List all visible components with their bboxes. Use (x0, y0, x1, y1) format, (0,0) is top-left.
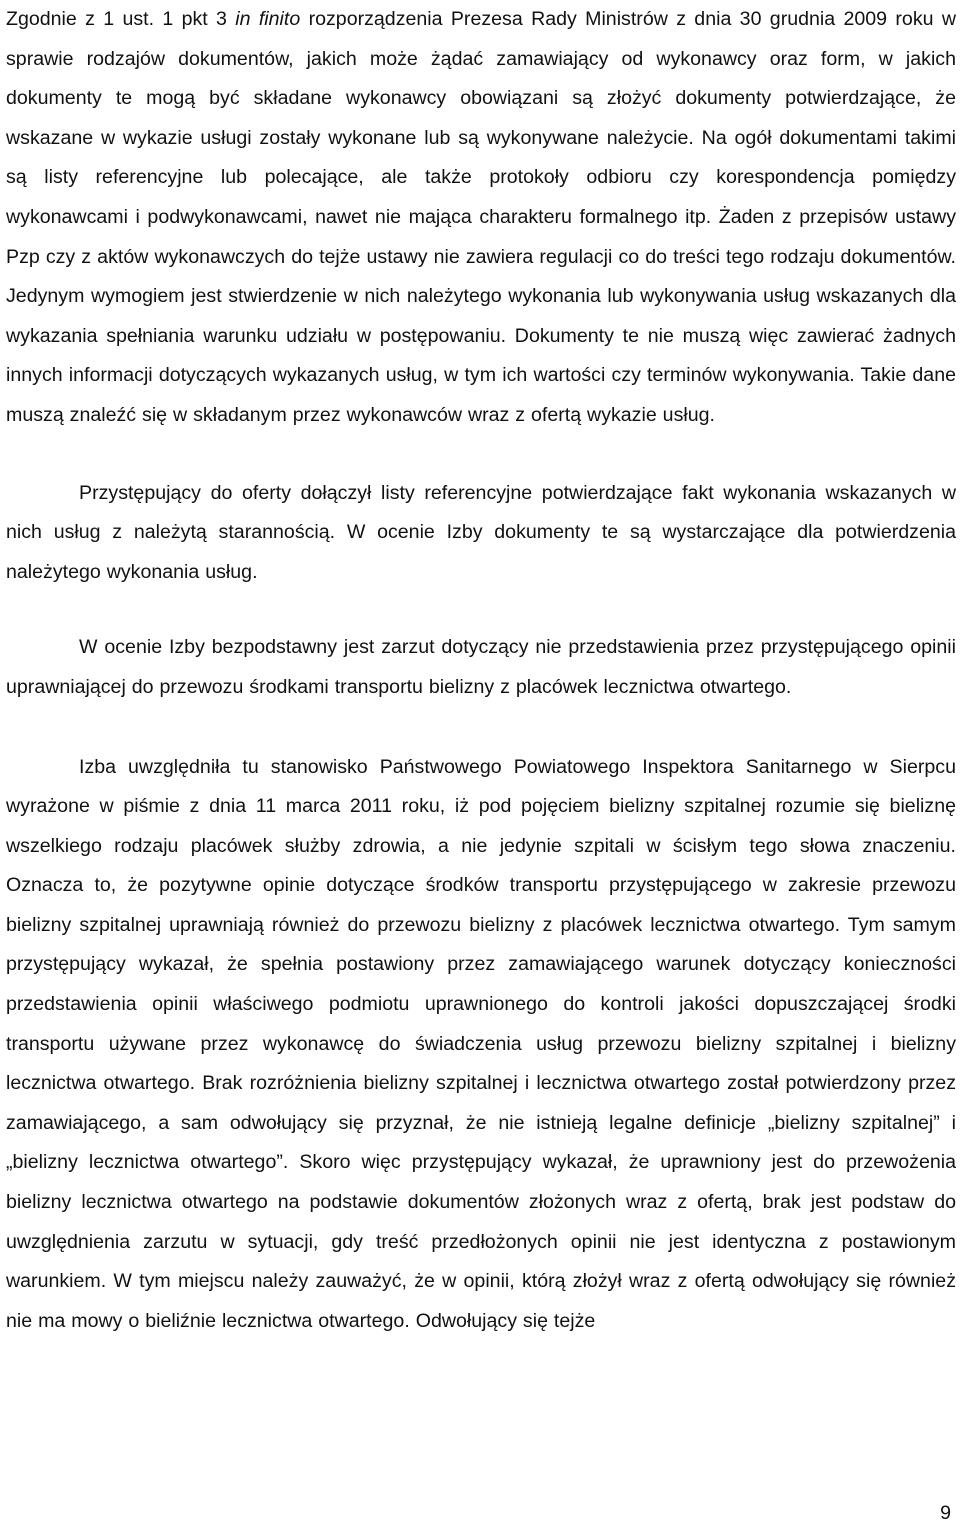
paragraph-3: W ocenie Izby bezpodstawny jest zarzut dotyczący nie przedstawienia przez przystępującego opinii uprawniającej do przewozu środkami transportu bielizny z placówek lecznictwa otwartego. (6, 636, 956, 698)
page-number: 9 (940, 1502, 951, 1524)
paragraph-1-text-b: rozporządzenia Prezesa Rady Ministrów z dnia 30 grudnia 2009 roku w sprawie rodzajów dokumentów, jakich może żądać zamawiający od wykonawcy oraz form, w jakich dokumenty te mogą być składane wykonawcy obowiązani są złożyć dokumenty potwierdzające, że wskazane w wykazie usługi zostały wykonane lub są wykonywane należycie. Na ogół dokumentami takimi są listy referencyjne lub polecające, ale także protokoły odbioru czy korespondencja pomiędzy wykonawcami i podwykonawcami, nawet nie mająca charakteru formalnego itp. Żaden z przepisów ustawy Pzp czy z aktów wykonawczych do tejże ustawy nie zawiera regulacji co do treści tego rodzaju dokumentów. Jedynym wymogiem jest stwierdzenie w nich należytego wykonania lub wykonywania usług wskazanych dla wykazania spełniania warunku udziału w postępowaniu. Dokumenty te nie muszą więc zawierać żadnych innych informacji dotyczących wykazanych usług, w tym ich wartości czy terminów wykonywania. Takie dane muszą znaleźć się w składanym przez wykonawców wraz z ofertą wykazie usług. (6, 8, 956, 426)
paragraph-1 (6, 0, 956, 436)
paragraph-4: Izba uwzględniła tu stanowisko Państwowego Powiatowego Inspektora Sanitarnego w Sierpcu wyrażone w piśmie z dnia 11 marca 2011 roku, iż pod pojęciem bielizny szpitalnej rozumie się bieliznę wszelkiego rodzaju placówek służby zdrowia, a nie jedynie szpitali w ścisłym tego słowa znaczeniu. Oznacza to, że pozytywne opinie dotyczące środków transportu przystępującego w zakresie przewozu bielizny szpitalnej uprawniają również do przewozu bielizny z placówek lecznictwa otwartego. Tym samym przystępujący wykazał, że spełnia postawiony przez zamawiającego warunek dotyczący konieczności przedstawienia opinii właściwego podmiotu uprawnionego do kontroli jakości dopuszczającej środki transportu używane przez wykonawcę do świadczenia usług przewozu bielizny szpitalnej i bielizny lecznictwa otwartego. Brak rozróżnienia bielizny szpitalnej i lecznictwa otwartego został potwierdzony przez zamawiającego, a sam odwołujący się przyznał, że nie istnieją legalne definicje „bielizny szpitalnej” i „bielizny lecznictwa otwartego”. Skoro więc przystępujący wykazał, że uprawniony jest do przewożenia bielizny lecznictwa otwartego na podstawie dokumentów złożonych wraz z ofertą, brak jest podstaw do uwzględnienia zarzutu w sytuacji, gdy treść przedłożonych opinii nie jest identyczna z postawionym warunkiem. W tym miejscu należy zauważyć, że w opinii, którą złożył wraz z ofertą odwołujący się również nie ma mowy o bieliźnie lecznictwa otwartego. Odwołujący się tejże (6, 755, 956, 1332)
document-page (6, 0, 956, 1341)
paragraph-1-italic-phrase: in finito (235, 8, 301, 30)
paragraph-2: Przystępujący do oferty dołączył listy referencyjne potwierdzające fakt wykonania wskazanych w nich usług z należytą starannością. W ocenie Izby dokumenty te są wystarczające dla potwierdzenia należytego wykonania usług. (6, 481, 956, 583)
paragraph-1-text-a: Zgodnie z 1 ust. 1 pkt 3 (6, 8, 236, 30)
